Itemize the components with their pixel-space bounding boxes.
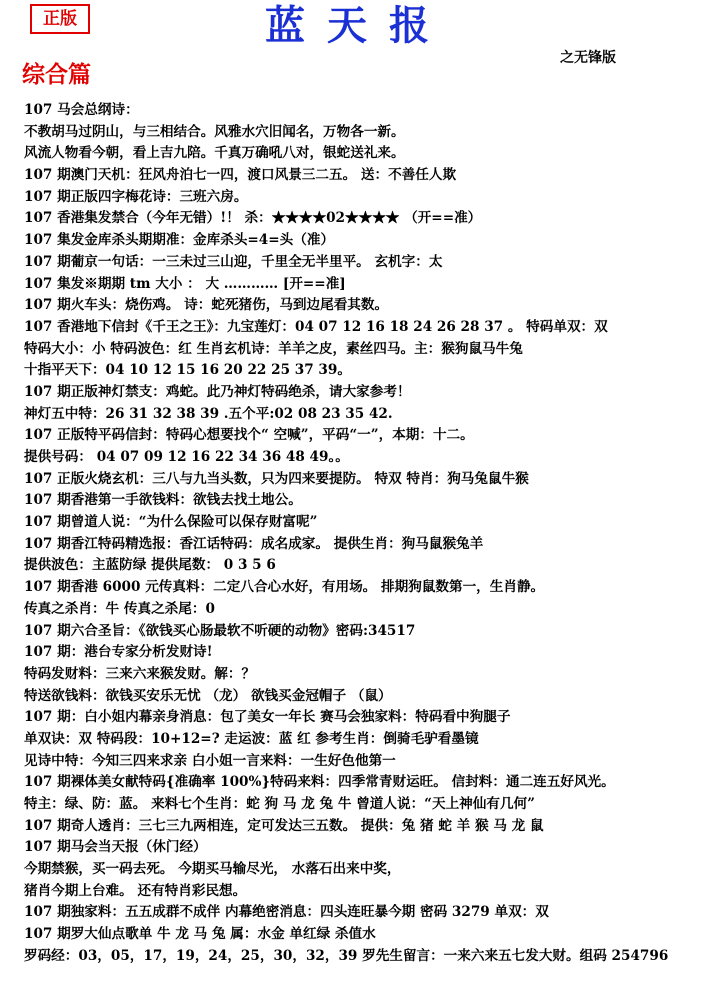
text-line: 107 期正版神灯禁支：鸡蛇。此乃神灯特码绝杀，请大家参考！ <box>24 383 411 400</box>
text-line: 107 正版特平码信封：特码心想要找个“ 空喊”，平码“一”，本期：十二。 <box>24 427 474 444</box>
text-line: 107 期六合圣旨：《欲钱买心肠最软不听硬的动物》密码:34517 <box>24 622 416 639</box>
text-line: 107 期正版四字梅花诗：三班六房。 <box>24 188 248 205</box>
text-line: 107 期香港 6000 元传真料：二定八合心水好，有用场。 排期狗鼠数第一，生肖静。 <box>24 579 545 596</box>
text-line: 107 期罗大仙点歌单 牛 龙 马 兔 属：水金 单红绿 杀值水 <box>24 926 376 943</box>
text-line: 107 集发※期期 tm 大小 ： 大 ………… [开==准] <box>24 275 346 292</box>
text-line: 107 期：港台专家分析发财诗! <box>24 644 213 661</box>
text-line: 107 正版火烧玄机：三八与九当头数，只为四来要提防。 特双 特肖：狗马兔鼠牛猴 <box>24 470 529 487</box>
page-title: 蓝天报 <box>265 2 451 49</box>
text-line: 十指平天下：04 10 12 15 16 20 22 25 37 39。 <box>24 362 351 379</box>
text-line: 107 香港集发禁合（今年无错）!！ 杀：★★★★02★★★★ （开==准） <box>24 210 482 227</box>
text-line: 神灯五中特：26 31 32 38 39 .五个平:02 08 23 35 42. <box>24 405 393 422</box>
text-line: 107 期澳门天机：狂风舟泊七一四，渡口风景三二五。 送：不善任人欺 <box>24 167 457 184</box>
text-line: 107 期奇人透肖：三七三九两相连，定可发达三五数。 提供：兔 猪 蛇 羊 猴 马 龙 鼠 <box>24 817 544 834</box>
text-line: 罗码经：03，05，17，19，24，25，30，32，39 罗先生留言：一来六来五七发大财。组码 254796 <box>24 947 669 964</box>
text-line: 107 期火车头：烧伤鸡。 诗：蛇死猪伤，马到边尾看其数。 <box>24 297 389 314</box>
text-lines <box>24 100 714 968</box>
text-line: 107 集发金库杀头期期准：金库杀头=4=头（准） <box>24 232 335 249</box>
edition-label: 之无锋版 <box>560 50 616 66</box>
text-line: 见诗中特：今知三四来求亲 白小姐一言来料：一生好色他第一 <box>24 752 396 769</box>
text-line: 107 香港地下信封《千王之王》：九宝莲灯：04 07 12 16 18 24 26 28 37 。 特码单双：双 <box>24 318 608 335</box>
text-line: 107 期裸体美女献特码{准确率 100%}特码来料：四季常青财运旺。 信封料：通二连五好风光。 <box>24 774 615 791</box>
section-heading: 综合篇 <box>22 61 91 88</box>
text-line: 传真之杀肖：牛 传真之杀尾：0 <box>24 600 215 617</box>
text-line: 提供波色：主蓝防绿 提供尾数： 0 3 5 6 <box>24 557 276 574</box>
text-line: 猪肖今期上台难。 还有特肖彩民想。 <box>24 882 247 899</box>
text-line: 单双诀：双 特码段：10+12=? 走运波：蓝 红 参考生肖：倒骑毛驴看墨镜 <box>24 730 479 747</box>
text-line: 风流人物看今朝，看上吉九陪。千真万确吼八对，银蛇送礼来。 <box>24 145 405 162</box>
authentic-badge: 正版 <box>30 4 90 34</box>
text-line: 今期禁猴，买一码去死。 今期买马输尽光， 水落石出来中奖， <box>24 861 401 878</box>
text-line: 不教胡马过阴山，与三相结合。风雅水穴旧闻名，万物各一新。 <box>24 123 405 140</box>
text-line: 特码大小：小 特码波色：红 生肖玄机诗：羊羊之皮，素丝四马。主：猴狗鼠马牛兔 <box>24 340 523 357</box>
text-line: 特码发财料：三来六来猴发财。解：？ <box>24 665 256 682</box>
text-line: 107 期独家料：五五成群不成伴 内幕绝密消息：四头连旺暴今期 密码 3279 单双：双 <box>24 904 549 921</box>
text-line: 107 期葡京一句话：一三未过三山迎，千里全无半里平。 玄机字：太 <box>24 253 443 270</box>
text-line: 提供号码： 04 07 09 12 16 22 34 36 48 49。。 <box>24 449 349 465</box>
text-line: 107 马会总纲诗： <box>24 102 139 118</box>
text-line: 特送欲钱料：欲钱买安乐无忧 （龙） 欲钱买金冠帽子 （鼠） <box>24 687 392 704</box>
text-line: 107 期香江特码精选报：香江话特码：成名成家。 提供生肖：狗马鼠猴兔羊 <box>24 535 484 552</box>
text-line: 107 期香港第一手欲钱料：欲钱去找土地公。 <box>24 492 302 509</box>
text-line: 107 期曾道人说：“为什么保险可以保存财富呢” <box>24 514 318 531</box>
text-line: 107 期：白小姐内幕亲身消息：包了美女一年长 赛马会独家料：特码看中狗腿子 <box>24 709 511 726</box>
text-line: 107 期马会当天报（休门经） <box>24 839 207 856</box>
text-line: 特主：绿、防：蓝。 来料七个生肖：蛇 狗 马 龙 兔 牛 曾道人说：“天上神仙有几何” <box>24 796 535 812</box>
